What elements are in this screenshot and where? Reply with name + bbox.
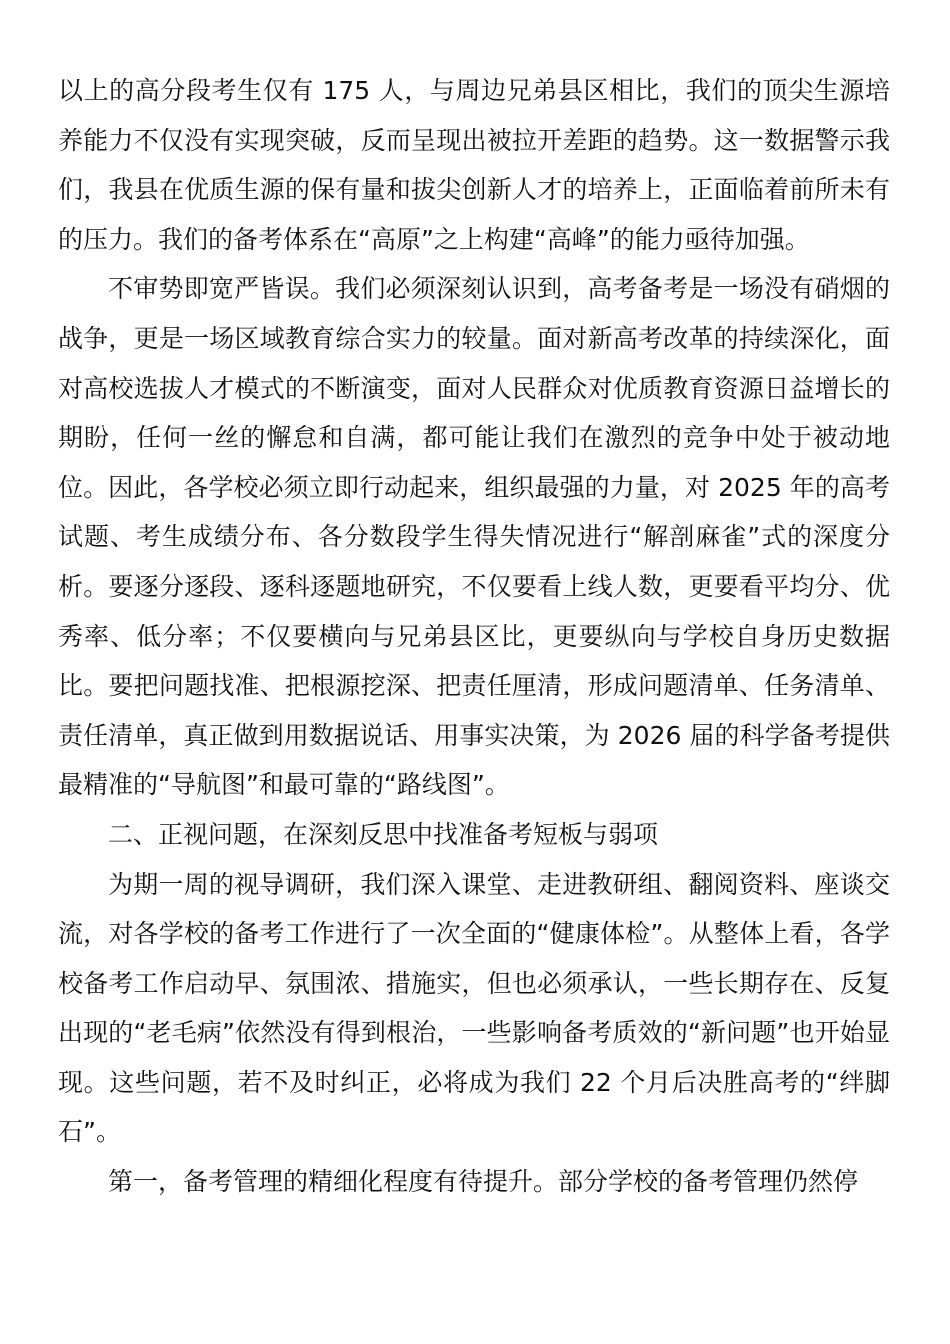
section-heading: 二、正视问题，在深刻反思中找准备考短板与弱项 (108, 819, 659, 849)
paragraph-continuation: 以上的高分段考生仅有 175 人，与周边兄弟县区相比，我们的顶尖生源培养能力不仅没有实现突破，反而呈现出被拉开差距的趋势。这一数据警示我们，我县在优质生源的保有量和拔尖创新人才的培养上，正面临着前所未有的压力。我们的备考体系在“高原”之上构建“高峰”的能力亟待加强。 (58, 76, 890, 254)
paragraph-first-point: 第一，备考管理的精细化程度有待提升。部分学校的备考管理仍然停 (108, 1167, 859, 1197)
paragraph-situation-analysis: 不审势即宽严皆误。我们必须深刻认识到，高考备考是一场没有硝烟的战争，更是一场区域教育综合实力的较量。面对新高考改革的持续深化，面对高校选拔人才模式的不断演变，面对人民群众对优质教育资源日益增长的期盼，任何一丝的懈怠和自满，都可能让我们在激烈的竞争中处于被动地位。因此，各学校必须立即行动起来，组织最强的力量，对 2025 年的高考试题、考生成绩分布、各分数段学生得失情况进行“解剖麻雀”式的深度分析。要逐分逐段、逐科逐题地研究，不仅要看上线人数，更要看平均分、优秀率、低分率；不仅要横向与兄弟县区比，更要纵向与学校自身历史数据比。要把问题找准、把根源挖深、把责任厘清，形成问题清单、任务清单、责任清单，真正做到用数据说话、用事实决策，为 2026 届的科学备考提供最精准的“导航图”和最可靠的“路线图”。 (58, 274, 890, 800)
paragraph-inspection-findings: 为期一周的视导调研，我们深入课堂、走进教研组、翻阅资料、座谈交流，对各学校的备考工作进行了一次全面的“健康体检”。从整体上看，各学校备考工作启动早、氛围浓、措施实，但也必须承认，一些长期存在、反复出现的“老毛病”依然没有得到根治，一些影响备考质效的“新问题”也开始显现。这些问题，若不及时纠正，必将成为我们 22 个月后决胜高考的“绊脚石”。 (58, 869, 890, 1147)
document-body (58, 66, 890, 1207)
